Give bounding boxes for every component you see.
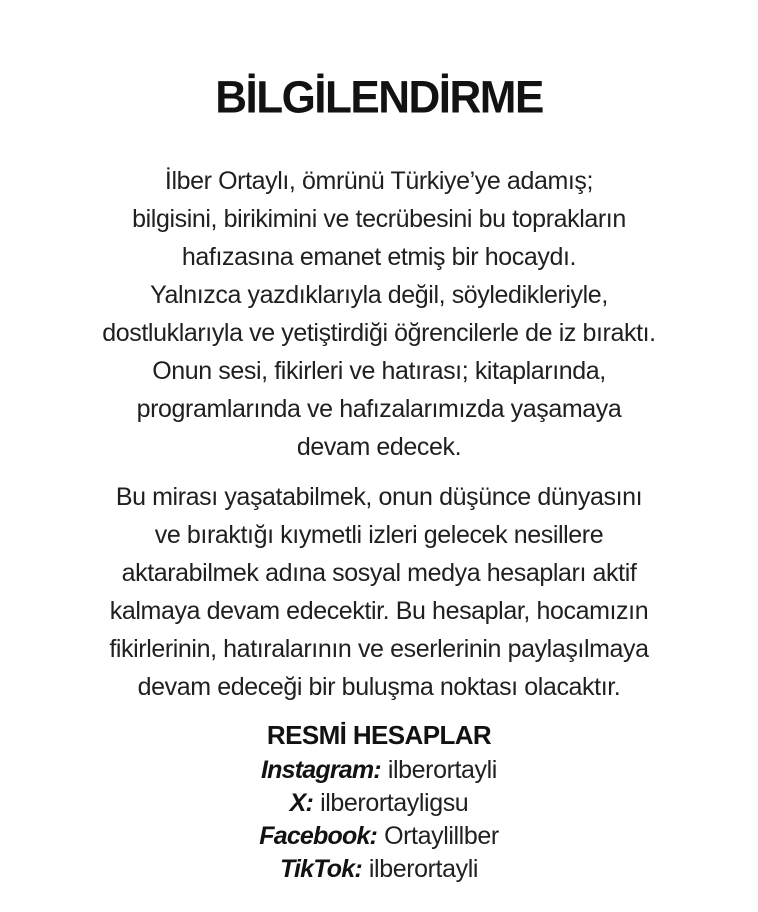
paragraph1-line: Yalnızca yazdıklarıyla değil, söyledikleriyle, bbox=[150, 281, 608, 309]
account-platform-label: Facebook: bbox=[259, 822, 378, 850]
account-row-instagram bbox=[0, 754, 758, 787]
paragraph-2 bbox=[0, 478, 758, 706]
account-row-facebook bbox=[0, 820, 758, 853]
official-accounts-heading: RESMİ HESAPLAR bbox=[266, 720, 492, 750]
paragraph2-line: devam edeceği bir buluşma noktası olacaktır. bbox=[137, 673, 621, 701]
account-platform-label: TikTok: bbox=[279, 855, 362, 883]
account-platform-label: Instagram: bbox=[261, 756, 381, 784]
paragraph-1 bbox=[0, 162, 758, 466]
account-handle: Ortaylillber bbox=[384, 822, 499, 850]
paragraph2-line: fikirlerinin, hatıralarının ve eserlerinin paylaşılmaya bbox=[109, 635, 649, 663]
account-row-tiktok bbox=[0, 853, 758, 886]
paragraph2-line: aktarabilmek adına sosyal medya hesapları aktif bbox=[121, 559, 637, 587]
paragraph1-line: programlarında ve hafızalarımızda yaşamaya bbox=[136, 395, 622, 423]
paragraph2-line: ve bıraktığı kıymetli izleri gelecek nesillere bbox=[154, 521, 604, 549]
paragraph1-line: Onun sesi, fikirleri ve hatırası; kitaplarında, bbox=[152, 357, 606, 385]
account-row-x bbox=[0, 787, 758, 820]
account-handle: ilberortayli bbox=[368, 855, 479, 883]
account-handle: ilberortayligsu bbox=[320, 789, 469, 817]
official-accounts-section bbox=[0, 718, 758, 886]
paragraph1-line: İlber Ortaylı, ömrünü Türkiye’ye adamış; bbox=[164, 167, 594, 195]
account-platform-label: X: bbox=[289, 789, 314, 817]
paragraph1-line: dostluklarıyla ve yetiştirdiği öğrencilerle de iz bıraktı. bbox=[102, 319, 656, 347]
account-handle: ilberortayli bbox=[387, 756, 497, 784]
paragraph1-line: devam edecek. bbox=[296, 433, 462, 461]
paragraph2-line: Bu mirası yaşatabilmek, onun düşünce dünyasını bbox=[115, 483, 643, 511]
paragraph1-line: hafızasına emanet etmiş bir hocaydı. bbox=[181, 243, 577, 271]
paragraph2-line: kalmaya devam edecektir. Bu hesaplar, hocamızın bbox=[109, 597, 649, 625]
page-title: BİLGİLENDİRME bbox=[215, 72, 543, 123]
paragraph1-line: bilgisini, birikimini ve tecrübesini bu toprakların bbox=[132, 205, 626, 233]
